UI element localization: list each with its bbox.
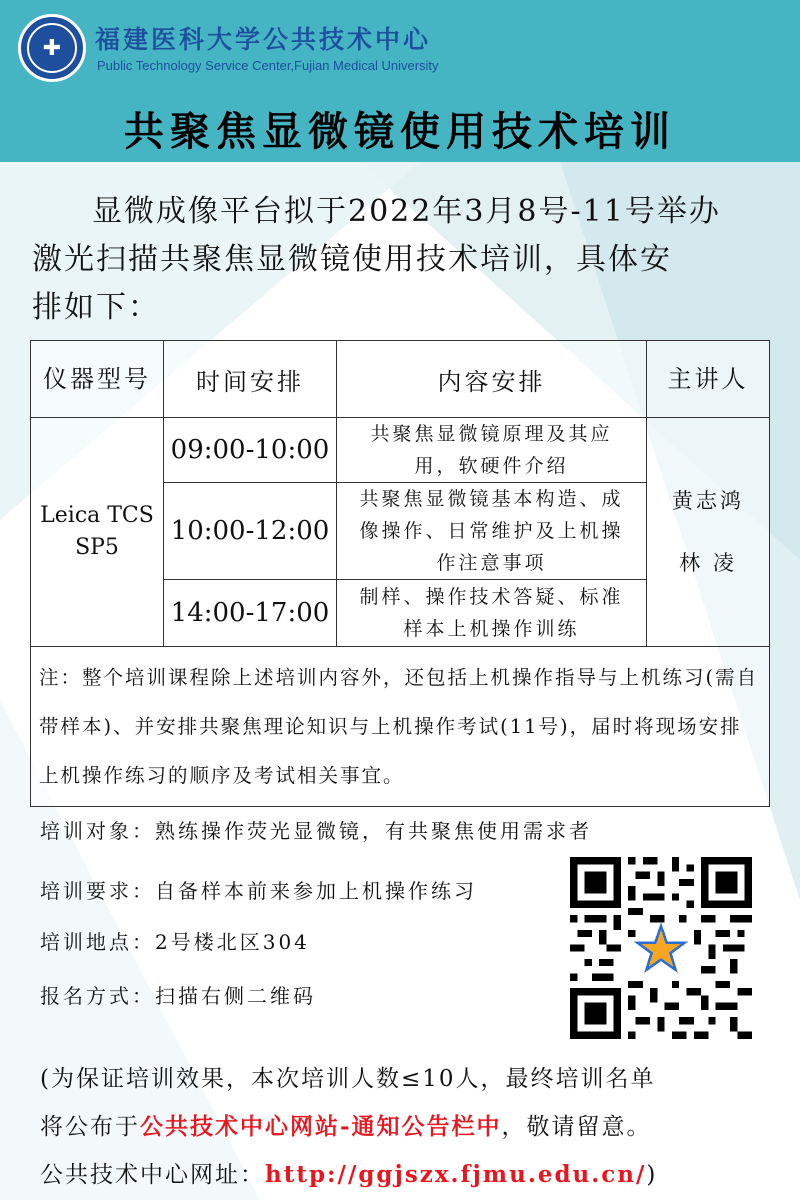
header-time: 时间安排 (164, 341, 337, 418)
table-note-row (31, 647, 770, 807)
instrument-line-1: Leica TCS (40, 503, 154, 528)
header-banner (0, 0, 800, 162)
footer-line-3 (40, 1151, 770, 1199)
page-title: 共聚焦显微镜使用技术培训 (124, 108, 676, 155)
notice-board-link[interactable]: 公共技术中心网站-通知公告栏中 (140, 1113, 502, 1140)
table-header-row (31, 341, 770, 418)
org-name-cn: 福建医科大学公共技术中心 (95, 25, 432, 54)
content-cell: 共聚焦显微镜原理及其应用，软硬件介绍 (337, 418, 647, 483)
intro-line-2: 激光扫描共聚焦显微镜使用技术培训，具体安 (32, 242, 672, 277)
org-name-en: Public Technology Service Center,Fujian Medical University (97, 58, 439, 73)
footer-line-1: (为保证培训效果，本次培训人数≤10人，最终培训名单 (40, 1066, 656, 1092)
time-cell: 14:00-17:00 (164, 580, 337, 647)
footer-line-3-suffix: ) (646, 1162, 658, 1188)
time-cell: 10:00-12:00 (164, 483, 337, 580)
info-requirement: 培训要求：自备样本前来参加上机操作练习 (40, 879, 477, 903)
website-url-link[interactable]: http://ggjszx.fjmu.edu.cn/ (265, 1161, 647, 1188)
header-instrument: 仪器型号 (31, 341, 164, 418)
instrument-line-2: SP5 (75, 535, 119, 560)
table-row (31, 418, 770, 483)
schedule-table (30, 340, 770, 807)
time-cell: 09:00-10:00 (164, 418, 337, 483)
info-location: 培训地点：2号楼北区304 (40, 930, 310, 954)
footer-line-3-prefix: 公共技术中心网址： (40, 1162, 265, 1188)
info-signup: 报名方式：扫描右侧二维码 (40, 984, 316, 1008)
content-cell: 共聚焦显微镜基本构造、成像操作、日常维护及上机操作注意事项 (337, 483, 647, 580)
intro-line-3: 排如下： (32, 290, 160, 325)
university-logo (18, 14, 86, 82)
logo-emblem-icon: ✚ (27, 23, 77, 73)
intro-line-1: 显微成像平台拟于2022年3月8号-11号举办 (92, 194, 721, 229)
info-target: 培训对象：熟练操作荧光显微镜，有共聚焦使用需求者 (40, 819, 592, 843)
footer-line-2 (40, 1103, 770, 1151)
intro-paragraph (32, 188, 772, 332)
header-content: 内容安排 (337, 341, 647, 418)
footer-line-2-prefix: 将公布于 (40, 1114, 140, 1140)
speaker-cell (647, 418, 770, 647)
header-speaker: 主讲人 (647, 341, 770, 418)
footer-line-2-suffix: ，敬请留意。 (501, 1114, 652, 1140)
speaker-name-2: 林 凌 (679, 551, 737, 575)
qr-code-icon[interactable] (570, 857, 752, 1039)
note-cell: 注：整个培训课程除上述培训内容外，还包括上机操作指导与上机练习(需自带样本)、并安排共聚焦理论知识与上机操作考试(11号)，届时将现场安排上机操作练习的顺序及考试相关事宜。 (31, 647, 770, 807)
footer-notice (40, 1055, 770, 1199)
content-cell: 制样、操作技术答疑、标准样本上机操作训练 (337, 580, 647, 647)
instrument-cell (31, 418, 164, 647)
speaker-name-1: 黄志鸿 (672, 489, 744, 513)
